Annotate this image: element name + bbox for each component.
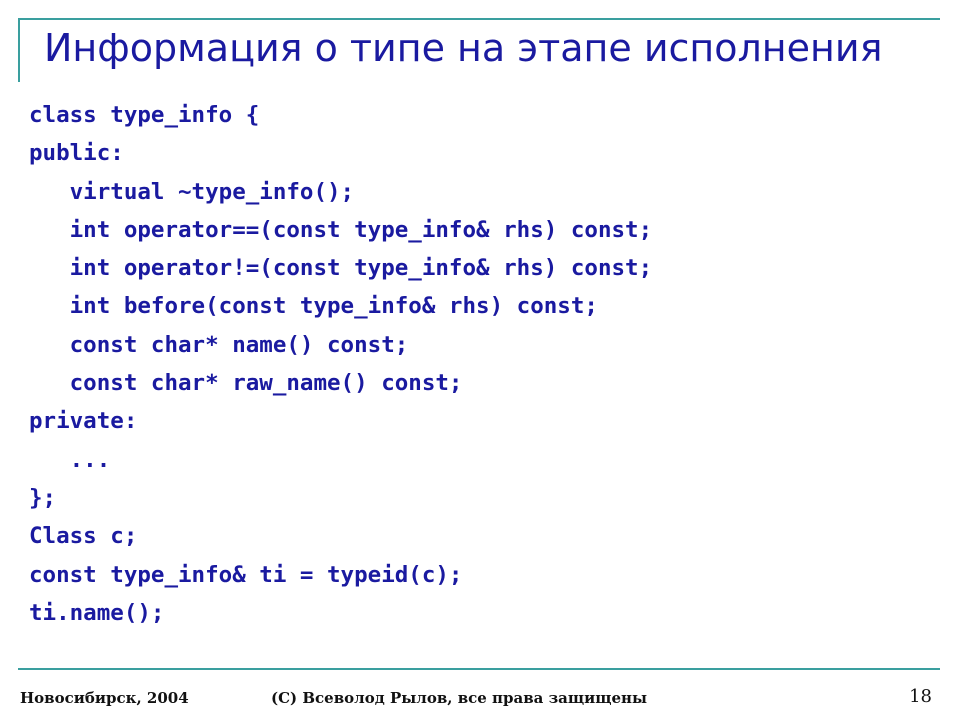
code-line: const char* raw_name() const; <box>29 370 463 397</box>
top-divider <box>18 18 940 20</box>
code-line: int operator!=(const type_info& rhs) const; <box>29 255 653 282</box>
code-line: ... <box>29 446 111 473</box>
code-line: const type_info& ti = typeid(c); <box>29 561 463 588</box>
code-line: const char* name() const; <box>29 331 409 358</box>
footer-copyright: (C) Всеволод Рылов, все права защищены <box>271 689 648 707</box>
code-line: virtual ~type_info(); <box>29 178 355 205</box>
slide-title: Информация о типе на этапе исполнения <box>44 26 883 70</box>
code-line: int operator==(const type_info& rhs) const; <box>29 216 653 243</box>
title-left-accent <box>18 18 20 82</box>
footer-location-year: Новосибирск, 2004 <box>20 689 189 707</box>
footer-divider <box>18 668 940 670</box>
code-line: private: <box>29 408 138 435</box>
code-line: ti.name(); <box>29 599 165 626</box>
code-line: int before(const type_info& rhs) const; <box>29 293 598 320</box>
page-number: 18 <box>909 686 932 707</box>
code-block <box>29 96 652 632</box>
code-line: public: <box>29 140 124 167</box>
code-line: }; <box>29 484 57 511</box>
code-line: Class c; <box>29 523 138 550</box>
code-line: class type_info { <box>29 102 260 128</box>
